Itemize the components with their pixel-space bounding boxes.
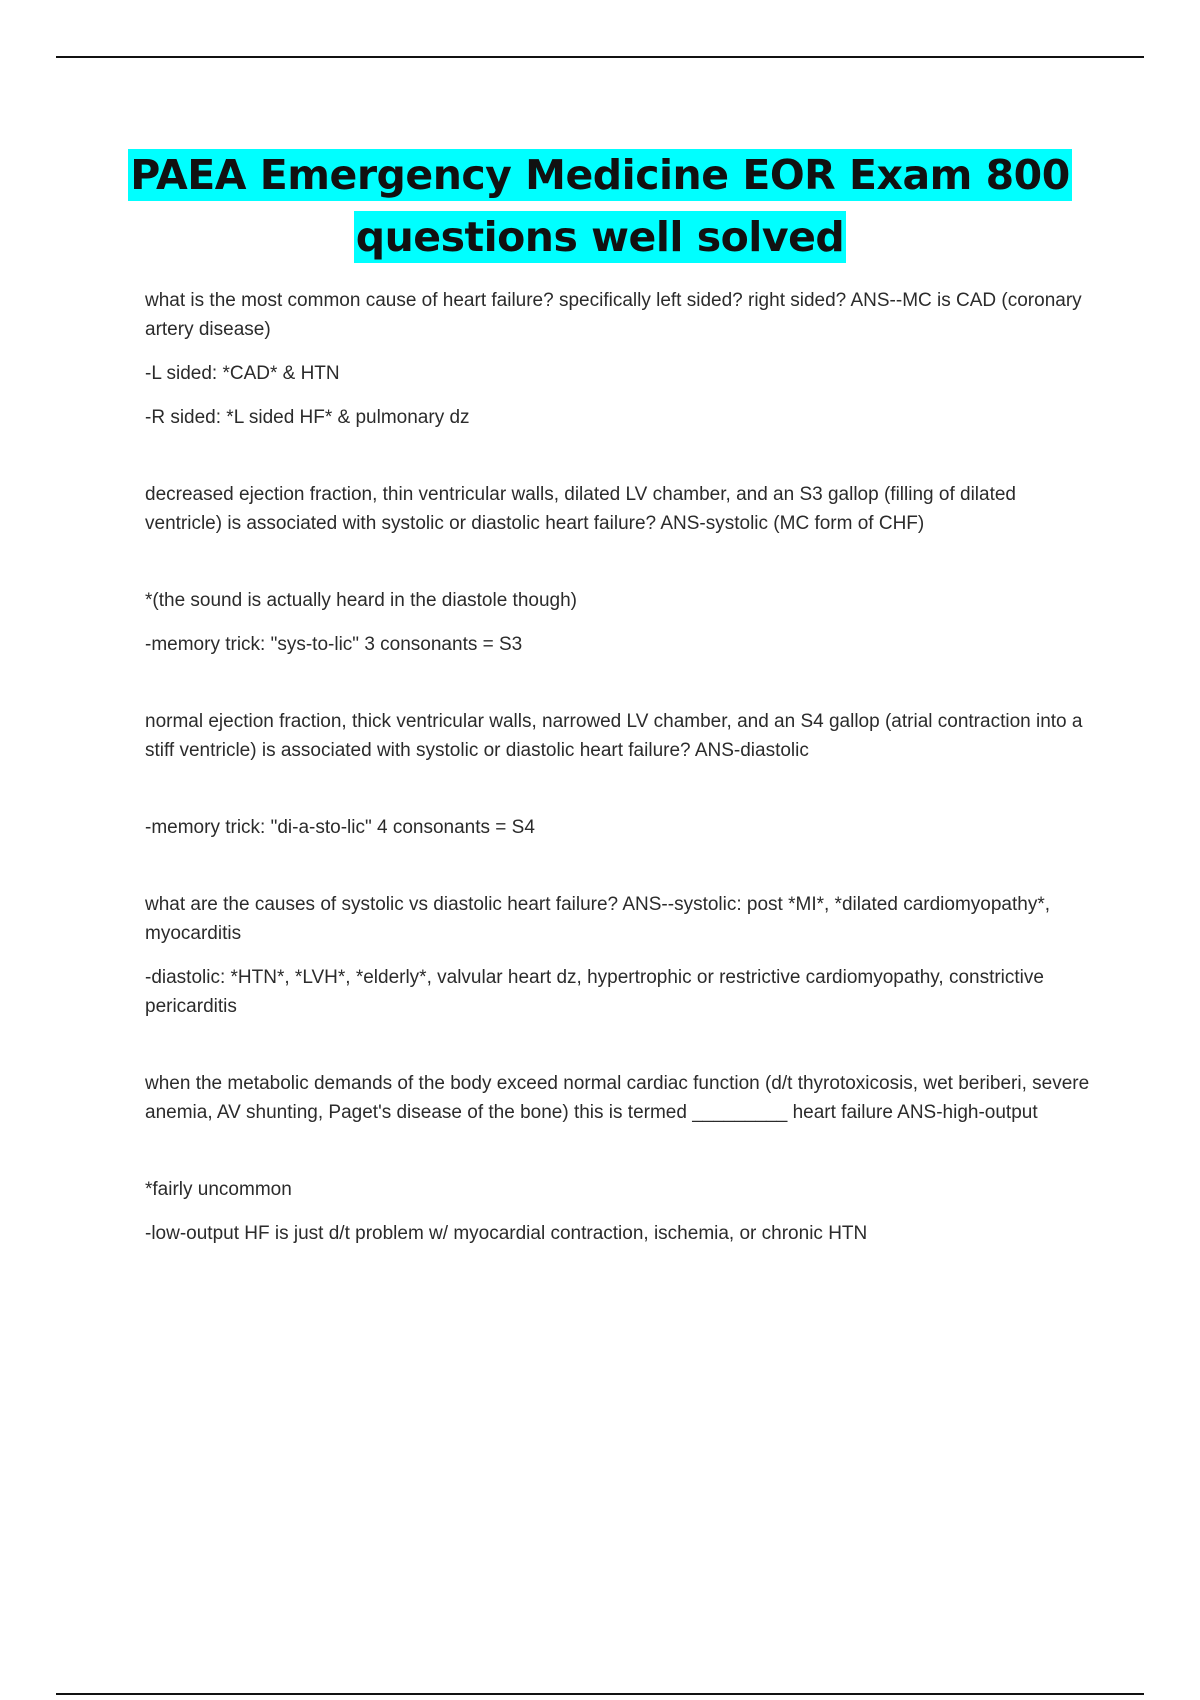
footer-rule	[56, 1693, 1144, 1695]
document-body	[145, 286, 1095, 1263]
paragraph-low-output: -low-output HF is just d/t problem w/ myocardial contraction, ischemia, or chronic HTN	[145, 1223, 868, 1244]
paragraph-right-sided: -R sided: *L sided HF* & pulmonary dz	[145, 407, 470, 428]
paragraph-left-sided: -L sided: *CAD* & HTN	[145, 363, 340, 384]
header-rule	[56, 56, 1144, 58]
paragraph-fairly-uncommon: *fairly uncommon	[145, 1179, 292, 1200]
document-title	[0, 144, 1200, 268]
paragraph-diastolic-causes: -diastolic: *HTN*, *LVH*, *elderly*, valvular heart dz, hypertrophic or restrictive cardiomyopathy, constrictive pericarditis	[145, 967, 1044, 1017]
title-line-2: questions well solved	[355, 213, 845, 261]
title-line-1: PAEA Emergency Medicine EOR Exam 800	[130, 151, 1070, 199]
paragraph-s3-memory-trick: -memory trick: "sys-to-lic" 3 consonants = S3	[145, 634, 523, 655]
paragraph-high-output-question: when the metabolic demands of the body exceed normal cardiac function (d/t thyrotoxicosis, wet beriberi, severe anemia, AV shunting, Paget's disease of the bone) this is termed _________ heart failure ANS-high-output	[145, 1073, 1090, 1123]
paragraph-diastolic-question: normal ejection fraction, thick ventricular walls, narrowed LV chamber, and an S4 gallop (atrial contraction into a stiff ventricle) is associated with systolic or diastolic heart failure? ANS-diastolic	[145, 711, 1083, 761]
paragraph-diastole-note: *(the sound is actually heard in the diastole though)	[145, 590, 577, 611]
paragraph-systolic-question: decreased ejection fraction, thin ventricular walls, dilated LV chamber, and an S3 gallop (filling of dilated ventricle) is associated with systolic or diastolic heart failure? ANS-systolic (MC form of CHF)	[145, 484, 1016, 534]
paragraph-s4-memory-trick: -memory trick: "di-a-sto-lic" 4 consonants = S4	[145, 817, 535, 838]
paragraph-hf-cause-question: what is the most common cause of heart failure? specifically left sided? right sided? ANS--MC is CAD (coronary artery disease)	[145, 290, 1082, 340]
paragraph-causes-question: what are the causes of systolic vs diastolic heart failure? ANS--systolic: post *MI*, *dilated cardiomyopathy*, myocarditis	[145, 894, 1051, 944]
